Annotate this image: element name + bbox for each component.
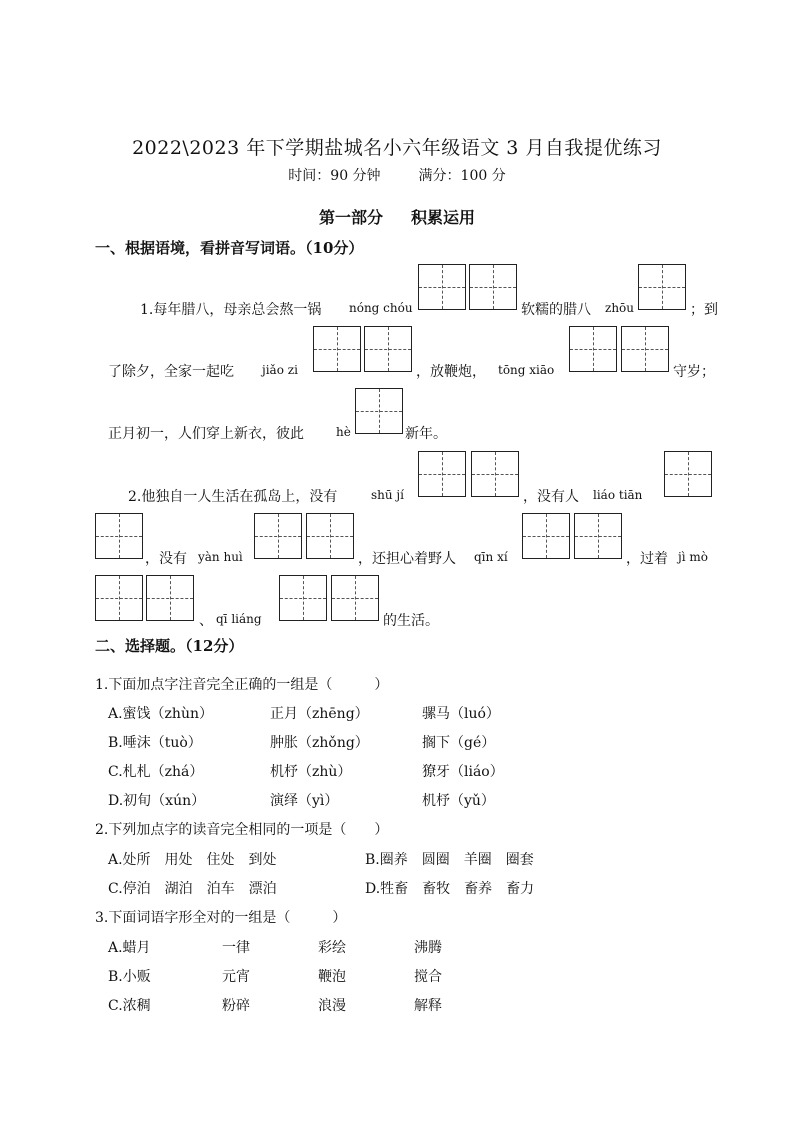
option-cell: 元宵 [222, 969, 250, 985]
option-cell: C.札札（zhá） [108, 764, 204, 780]
writing-box[interactable] [569, 326, 617, 372]
q2-text: ，还担心着野人 [358, 551, 456, 567]
option-cell: 獠牙（liáo） [422, 764, 504, 780]
q1-text: 守岁； [673, 364, 715, 380]
writing-box[interactable] [574, 513, 622, 559]
q2-text: ，没有人 [523, 489, 579, 505]
pinyin-prompt: jiǎo zi [262, 363, 298, 377]
writing-box[interactable] [306, 513, 354, 559]
option-cell: 正月（zhēng） [270, 706, 369, 722]
option-cell: 搅合 [414, 969, 442, 985]
section1-heading: 一、根据语境，看拼音写词语。（10分） [95, 239, 364, 257]
option-cell: B.圈养 圆圈 羊圈 圈套 [365, 852, 534, 868]
q1-text: 1.每年腊八，母亲总会熬一锅 [140, 302, 322, 318]
writing-box[interactable] [364, 326, 412, 372]
writing-box[interactable] [471, 451, 519, 497]
time-limit: 时间：90 分钟 [288, 168, 381, 184]
q2-text: 、 [199, 613, 213, 629]
writing-box[interactable] [95, 513, 143, 559]
writing-box[interactable] [522, 513, 570, 559]
option-cell: 肿胀（zhǒng） [270, 735, 369, 751]
pinyin-prompt: zhōu [605, 301, 635, 315]
option-cell: 鞭泡 [318, 969, 346, 985]
q1-text: 软糯的腊八 [521, 302, 591, 318]
writing-box[interactable] [418, 451, 466, 497]
option-cell: 机杼（zhù） [270, 764, 352, 780]
pinyin-prompt: shū jí [371, 488, 404, 502]
option-cell: 浪漫 [318, 998, 346, 1014]
option-cell: 骡马（luó） [422, 706, 500, 722]
writing-box[interactable] [146, 575, 194, 621]
writing-box[interactable] [621, 326, 669, 372]
writing-box[interactable] [279, 575, 327, 621]
exam-info [0, 165, 794, 185]
option-cell: A.蜡月 [108, 940, 151, 956]
part-label: 第一部分 [318, 208, 383, 227]
option-cell: 一律 [222, 940, 250, 956]
q1-text: 正月初一，人们穿上新衣，彼此 [108, 426, 304, 442]
part-name: 积累运用 [411, 208, 476, 227]
writing-box[interactable] [254, 513, 302, 559]
pinyin-prompt: liáo tiān [593, 488, 643, 502]
writing-box[interactable] [418, 264, 466, 310]
option-cell: D.初旬（xún） [108, 793, 206, 809]
writing-box[interactable] [313, 326, 361, 372]
option-cell: 沸腾 [414, 940, 442, 956]
q1-text: ，放鞭炮， [416, 364, 486, 380]
option-cell: A.处所 用处 住处 到处 [108, 852, 277, 868]
writing-box[interactable] [331, 575, 379, 621]
option-cell: 解释 [414, 998, 442, 1014]
writing-box[interactable] [638, 264, 686, 310]
writing-box[interactable] [664, 451, 712, 497]
pinyin-prompt: qīn xí [474, 550, 508, 564]
option-cell: 搁下（gé） [422, 735, 496, 751]
option-cell: 彩绘 [318, 940, 346, 956]
option-cell: D.牲畜 畜牧 畜养 畜力 [365, 881, 535, 897]
q2-text: 2.他独自一人生活在孤岛上，没有 [128, 489, 338, 505]
full-score: 满分：100 分 [418, 168, 506, 184]
pinyin-prompt: hè [336, 425, 351, 439]
option-cell: 粉碎 [222, 998, 250, 1014]
question-stem: 2.下列加点字的读音完全相同的一项是（ ） [95, 822, 389, 838]
pinyin-prompt: nóng chóu [349, 301, 413, 315]
q2-text: 的生活。 [383, 613, 439, 629]
q1-text: ；到 [690, 302, 718, 318]
part-heading [0, 205, 794, 228]
question-stem: 1.下面加点字注音完全正确的一组是（ ） [95, 677, 389, 693]
option-cell: C.停泊 湖泊 泊车 漂泊 [108, 881, 277, 897]
writing-box[interactable] [355, 388, 403, 434]
pinyin-prompt: qī liáng [216, 612, 262, 626]
option-cell: B.小贩 [108, 969, 151, 985]
option-cell: C.浓稠 [108, 998, 151, 1014]
option-cell: B.唾沫（tuò） [108, 735, 202, 751]
q2-text: ，没有 [145, 551, 187, 567]
q1-text: 了除夕，全家一起吃 [108, 364, 234, 380]
writing-box[interactable] [469, 264, 517, 310]
q1-text: 新年。 [405, 426, 447, 442]
option-cell: 演绎（yì） [270, 793, 339, 809]
question-stem: 3.下面词语字形全对的一组是（ ） [95, 910, 347, 926]
q2-text: ，过着 [626, 551, 668, 567]
page-title: 2022\2023 年下学期盐城名小六年级语文 3 月自我提优练习 [132, 137, 662, 159]
section2-heading: 二、选择题。（12分） [95, 637, 244, 655]
option-cell: 机杼（yǔ） [422, 793, 495, 809]
writing-box[interactable] [95, 575, 143, 621]
pinyin-prompt: yàn huì [198, 550, 243, 564]
option-cell: A.蜜饯（zhùn） [108, 706, 213, 722]
pinyin-prompt: jì mò [678, 550, 708, 564]
pinyin-prompt: tōng xiāo [498, 363, 555, 377]
